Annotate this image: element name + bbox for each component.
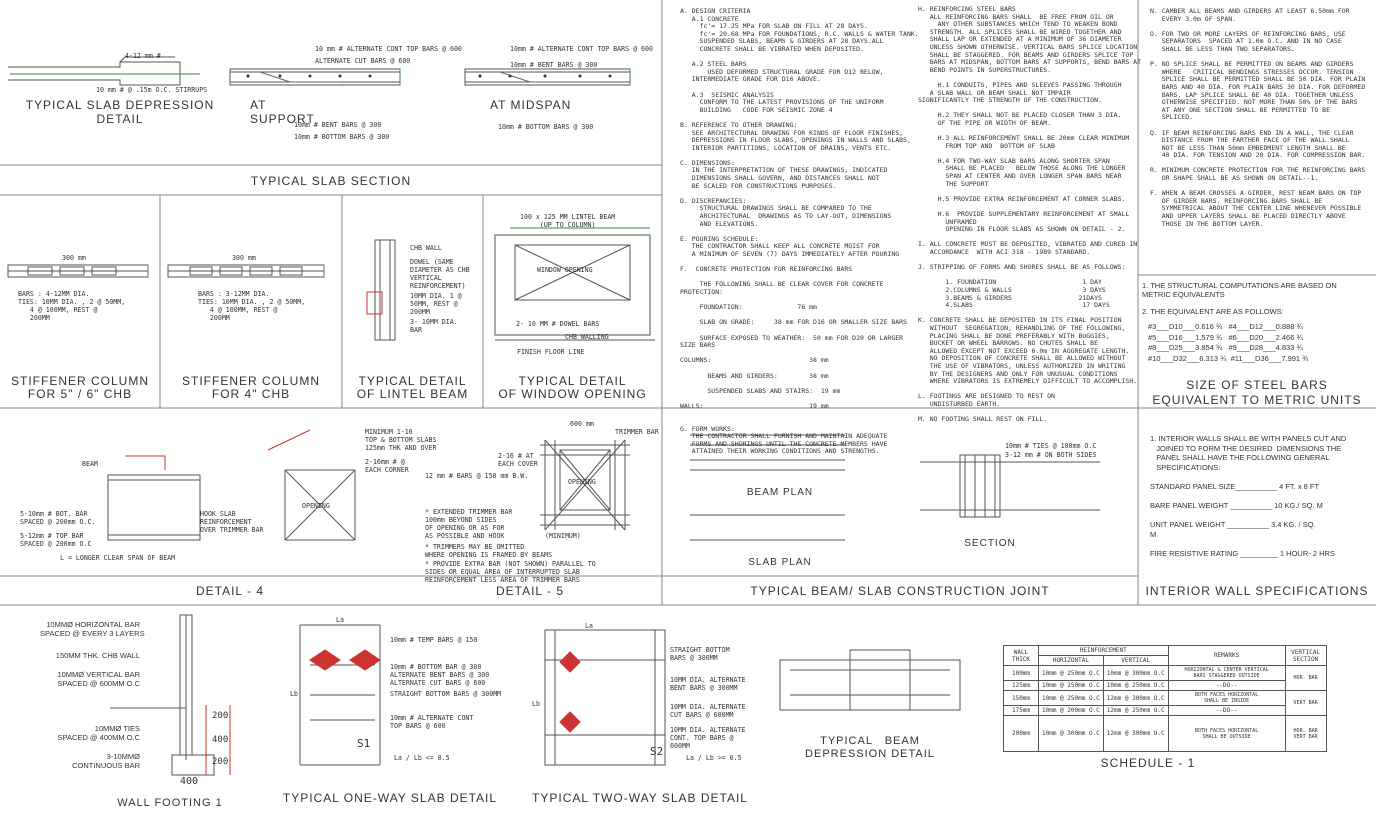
twoway-note-bent: 10MM DIA. ALTERNATE BENT BARS @ 300MM	[670, 676, 746, 692]
d5-note-omit: * TRIMMERS MAY BE OMITTED WHERE OPENING IS FRAMED BY BEAMS	[425, 543, 553, 559]
equiv-line2: 2. THE EQUIVALENT ARE AS FOLLOWS:	[1142, 307, 1284, 316]
sched-cell: 150mm	[1004, 691, 1039, 706]
table-row	[1004, 706, 1327, 716]
sched-cell: 10mm @ 300mm O.C	[1103, 666, 1168, 681]
d5-note-cover: 2-16 # AT EACH COVER	[498, 452, 538, 468]
stiff6-dim: 300 mm	[62, 254, 86, 262]
depression-title: TYPICAL SLAB DEPRESSION DETAIL	[25, 98, 215, 126]
d4-note-min: MINIMUM 1-16 TOP & BOTTOM SLABS 125mm THK AND OVER	[365, 428, 437, 452]
stiff4-dim: 300 mm	[232, 254, 256, 262]
sched-vsec-label	[1285, 716, 1326, 752]
support-note-bottom: 10mm # BOTTOM BARS @ 300	[294, 133, 390, 141]
joint-note-sides: 3-12 mm # ON BOTH SIDES	[1005, 451, 1097, 459]
d5-note-extra: * PROVIDE EXTRA BAR (NOT SHOWN) PARALLEL TO SIDES OR EQUAL AREA OF INTERRUPTED SLAB REINFORCEMENT LESS AREA OF TRIMMER BARS	[425, 560, 596, 584]
table-row	[1004, 691, 1327, 706]
depression-note-top: 4-12 mm #	[125, 52, 161, 60]
d4-title: DETAIL - 4	[195, 584, 264, 598]
sched-cell: 125mm	[1004, 681, 1039, 691]
lintel-note-ties: 10MM DIA. 1 @ 50MM, REST @ 200MM	[410, 292, 462, 316]
footing-dim-2: 400	[212, 735, 229, 745]
footing-note-ties: 10MMØ TIES SPACED @ 400MM O.C	[57, 724, 140, 742]
footing-title: WALL FOOTING 1	[117, 797, 223, 809]
stiff6-title: STIFFENER COLUMN FOR 5" / 6" CHB	[10, 374, 149, 401]
oneway-note-cont: 10mm # ALTERNATE CONT TOP BARS @ 600	[390, 714, 474, 730]
equiv-table: #3___D10___0.616 ¾ #4___D12___0.888 ¾ #5___D16___1.579 ¾ #6___D20___2.466 ¾ #8___D25___3.854 ¾ #9___D28___4.833 ¾ #10___D32___6.313 ¾ #11___D36___7.991 ¾	[1148, 322, 1309, 363]
d5-note-bars: 12 mm # BARS @ 150 mm B.W.	[425, 472, 529, 480]
oneway-s1: S1	[357, 737, 371, 750]
joint-note-ties: 10mm # TIES @ 100mm O.C	[1005, 442, 1097, 450]
oneway-title: TYPICAL ONE-WAY SLAB DETAIL	[282, 791, 498, 805]
lintel-note-chb: CHB WALL	[410, 244, 442, 252]
midspan-title: AT MIDSPAN	[490, 98, 572, 112]
sched-h-ver: VERTICAL	[1103, 656, 1168, 666]
d4-note-corner: 2-16mm # @ EACH CORNER	[365, 458, 409, 474]
window-note-chb: CHB WALLING	[565, 333, 609, 341]
equiv-title: SIZE OF STEEL BARS EQUIVALENT TO METRIC UNITS	[1152, 378, 1362, 407]
schedule-table	[1003, 645, 1327, 752]
sched-cell: 10mm @ 250mm O.C	[1103, 681, 1168, 691]
footing-dim-1: 200	[212, 711, 229, 721]
sched-h-hor: HORIZONTAL	[1039, 656, 1104, 666]
beam-dep-title: TYPICAL BEAM DEPRESSION DETAIL	[805, 735, 935, 760]
stiff6-notes: BARS : 4-12MM DIA. TIES: 10MM DIA. , 2 @ 50MM, 4 @ 100MM, REST @ 200MM	[18, 290, 126, 322]
oneway-note-temp: 10mm # TEMP BARS @ 150	[390, 636, 478, 644]
sched-h-reinf: REINFORCEMENT	[1039, 646, 1169, 656]
sched-vsec-vert: VERT BAR	[1293, 733, 1318, 740]
depression-note-stirrups: 10 mm # @ .15m O.C. STIRRUPS	[96, 86, 208, 94]
sched-h-remarks: REMARKS	[1168, 646, 1285, 666]
d4-note-bot: 5-10mm # BOT. BAR SPACED @ 200mm O.C.	[20, 510, 96, 526]
wall-spec-title: INTERIOR WALL SPECIFICATIONS	[1145, 584, 1369, 598]
d4-note-hook: HOOK SLAB REINFORCEMENT OVER TRIMMER BAR	[200, 510, 264, 534]
joint-title: TYPICAL BEAM/ SLAB CONSTRUCTION JOINT	[750, 584, 1050, 598]
oneway-lb: Lb	[290, 690, 298, 698]
window-note-floor: FINISH FLOOR LINE	[517, 348, 585, 356]
lintel-note-bars: 3- 10MM DIA. BAR	[410, 318, 458, 334]
oneway-la: La	[336, 616, 344, 624]
sched-h-wall: WALL THICK	[1004, 646, 1039, 666]
twoway-ratio: La / Lb >= 0.5	[686, 754, 742, 762]
window-title: TYPICAL DETAIL OF WINDOW OPENING	[498, 374, 647, 401]
twoway-note-cont: 10MM DIA. ALTERNATE CONT. TOP BARS @ 600MM	[670, 726, 746, 750]
table-row	[1004, 716, 1327, 752]
footing-note-hor: 10MMØ HORIZONTAL BAR SPACED @ EVERY 3 LAYERS	[40, 620, 145, 638]
table-row	[1004, 681, 1327, 691]
sched-cell: BOTH FACES HORIZONTAL SHALL BE OUTSIDE	[1168, 716, 1285, 752]
stiff4-title: STIFFENER COLUMN FOR 4" CHB	[181, 374, 320, 401]
sched-cell: BOTH FACES HORIZONTAL SHALL BE INSIDE	[1168, 691, 1285, 706]
d4-note-l: L = LONGER CLEAR SPAN OF BEAM	[60, 554, 176, 562]
sched-cell: 12mm @ 300mm O.C	[1103, 716, 1168, 752]
twoway-title: TYPICAL TWO-WAY SLAB DETAIL	[532, 791, 748, 805]
footing-note-ver: 10MMØ VERTICAL BAR SPACED @ 600MM O.C	[57, 670, 140, 688]
d5-note-dim: 600 mm	[570, 420, 594, 428]
d5-note-trimmer: TRIMMER BAR	[615, 428, 659, 436]
sched-cell: 10mm @ 250mm O.C	[1039, 691, 1104, 706]
midspan-note-bottom: 10mm # BOTTOM BARS @ 300	[498, 123, 594, 131]
midspan-note-bent: 10mm # BENT BARS @ 300	[510, 61, 598, 69]
equiv-line1: 1. THE STRUCTURAL COMPUTATIONS ARE BASED ON METRIC EQUIVALENTS	[1142, 281, 1337, 299]
window-note-lintel: 100 x 125 MM LINTEL BEAM (UP TO COLUMN)	[520, 213, 616, 229]
d5-title: DETAIL - 5	[495, 584, 564, 598]
footing-note-chb: 150MM THK. CHB WALL	[55, 651, 140, 660]
sched-cell: 200mm	[1004, 716, 1039, 752]
d4-note-beam: BEAM	[82, 460, 98, 468]
sched-cell: 12mm @ 250mm O.C	[1103, 706, 1168, 716]
midspan-note-top: 10mm # ALTERNATE CONT TOP BARS @ 600	[510, 45, 653, 53]
sched-cell: 12mm @ 300mm O.C	[1103, 691, 1168, 706]
sched-cell: --DO--	[1168, 706, 1285, 716]
sched-cell: 10mm @ 250mm O.C	[1039, 681, 1104, 691]
window-note-opening: WINDOW OPENING	[537, 266, 593, 274]
sched-vsec-label: HOR. BAR	[1285, 666, 1326, 691]
joint-slab-plan: SLAB PLAN	[748, 557, 812, 568]
sched-h-vsec: VERTICAL SECTION	[1285, 646, 1326, 666]
joint-beam-plan: BEAM PLAN	[746, 487, 814, 498]
sched-cell: 100mm	[1004, 666, 1039, 681]
general-notes-col2: H. REINFORCING STEEL BARS ALL REINFORCING BARS SHALL BE FREE FROM OIL OR ANY OTHER SUBSTANCES WHICH TEND TO WEAKEN BOND STRENGTH. ALL SPLICES SHALL BE WIRED TOGETHER AND SHALL LAP OR EXTENDED AT A MINIMUM OF 36 DIAMETER UNLESS SHOWN OTHERWISE. VERTICAL BARS SPLICE LOCATION SHALL BE STAGGERED. FOR BEAMS AND GIRDERS SPLICE TOP BARS AT MIDSPAN, BOTTOM BARS AT SUPPORTS, BEND BARS AT BEND POINTS IN SUPERSTRUCTURES. H.1 CONDUITS, PIPES AND SLEEVES PASSING THROUGH A SLAB WALL OR BEAM SHALL NOT IMPAIR SIGNIFICANTLY THE STRENGTH OF THE CONSTRUCTION. H.2 THEY SHALL NOT BE PLACED CLOSER THAN 3 DIA. OF THE PIPE OR WIDTH OF BEAM. H.3 ALL REINFORCEMENT SHALL BE 20mm CLEAR MINIMUM FROM TOP AND BOTTOM OF SLAB H.4 FOR TWO-WAY SLAB BARS ALONG SHORTER SPAN SHALL BE PLACED BELOW THOSE ALONG THE LONGER SPAN AT CENTER AND OVER LONGER SPAN BARS NEAR THE SUPPORT H.5 PROVIDE EXTRA REINFORCEMENT AT CORNER SLABS. H.6 PROVIDE SUPPLEMENTARY REINFORCEMENT AT SMALL UNFRAMED OPENING IN FLOOR SLABS AS SHOWN ON DETAIL - 2. I. ALL CONCRETE MUST BE DEPOSITED, VIBRATED AND CURED IN ACCORDANCE WITH ACI 318 - 1989 STANDARD. J. STRIPPING OF FORMS AND SHORES SHALL BE AS FOLLOWS: 1. FOUNDATION 1 DAY 2.COLUMNS & WALLS 3 DAYS 3.BEAMS & GIRDERS 21DAYS 4.SLABS 17 DAYS K. CONCRETE SHALL BE DEPOSITED IN ITS FINAL POSITION WITHOUT SEGREGATION, REHANDLING OF THE FOLLOWING, PLACING SHALL BE DONE PREFERABLY WITH BUGGIES, BUCKET OR WHEEL BARROWS. NO CHUTES SHALL BE ALLOWED EXCEPT NOT EXCEED 6.0m IN AGGREGATE LENGTH. NO DEPOSITION OF CONCRETE SHALL BE ALLOWED WITHOUT THE USE OF VIBRATORS, UNLESS AUTHORIZED IN WRITING BY THE DESIGNERS AND ONLY FOR UNUSUAL CONDITIONS WHERE VIBRATORS IS EXTREMELY DIFFICULT TO ACCOMPLISH. L. FOOTINGS ARE DESIGNED TO REST ON UNDISTURBED EARTH. M. NO FOOTING SHALL REST ON FILL.	[918, 5, 1142, 424]
general-notes-col3: N. CAMBER ALL BEAMS AND GIRDERS AT LEAST 6.50mm FOR EVERY 3.0m OF SPAN. O. FOR TWO OR MORE LAYERS OF REINFORCING BARS, USE SEPARATORS SPACED AT 1.0m O.C. AND IN NO CASE SHALL BE LESS THAN TWO SEPARATORS. P. NO SPLICE SHALL BE PERMITTED ON BEAMS AND GIRDERS WHERE CRITICAL BENDINGS STRESSES OCCUR. TENSION SPLICE SHALL BE PERMITTED SHALL BE 50 DIA. FOR PLAIN BARS AND 40 DIA. FOR PLAIN BARS 30 DIA. FOR DEFORMED BARS. LAP SPLICE SHALL BE 40 DIA. TOGETHER UNLESS OTHERWISE SPECIFIED. NOT MORE THAN 50% OF THE BARS AT ANY ONE SECTION SHALL BE PERMITTED TO BE SPLICED. Q. IF BEAM REINFORCING BARS END IN A WALL, THE CLEAR DISTANCE FROM THE FARTHER FACE OF THE WALL SHALL NOT BE LESS THAN 50mm EMBEDMENT LENGTH SHALL BE 40 DIA. FOR TENSION AND 20 DIA. FOR COMPRESSION BAR. R. MINIMUM CONCRETE PROTECTION FOR THE REINFORCING BARS OR SHAPE SHALL BE AS SHOWN ON DETAIL--1. F. WHEN A BEAM CROSSES A GIRDER, REST BEAM BARS ON TOP OF GIRDER BARS. REINFORCING BARS SHALL BE SYMMETRICAL ABOUT THE CENTER LINE WHENEVER POSSIBLE AND UPPER LAYERS SHALL BE PLACED DIRECTLY ABOVE THOSE IN THE BOTTOM LAYER.	[1150, 7, 1366, 228]
sched-vsec-label: VERT BAR	[1285, 691, 1326, 716]
oneway-ratio: La / Lb <= 0.5	[394, 754, 450, 762]
footing-dim-4: 400	[180, 776, 199, 787]
window-note-dowel: 2- 10 MM # DOWEL BARS	[516, 320, 600, 328]
support-note-cut: ALTERNATE CUT BARS @ 600	[315, 57, 411, 65]
support-title: AT SUPPORT	[250, 98, 315, 126]
footing-dim-3: 200	[212, 757, 229, 767]
twoway-lb: Lb	[532, 700, 540, 708]
footing-note-cont: 3-10MMØ CONTINUOUS BAR	[72, 752, 140, 770]
d5-note-min: (MINIMUM)	[545, 532, 581, 540]
d4-note-top: 5-12mm # TOP BAR SPACED @ 200mm O.C	[20, 532, 92, 548]
lintel-title: TYPICAL DETAIL OF LINTEL BEAM	[356, 374, 469, 401]
sched-cell: 10mm @ 300mm O.C	[1039, 716, 1104, 752]
wall-spec-text: 1. INTERIOR WALLS SHALL BE WITH PANELS CUT AND JOINED TO FORM THE DESIRED DIMENSIONS THE PANEL SHALL HAVE THE FOLLOWING GENERAL SPECIFICATIONS: STANDARD PANEL SIZE__________ 4 FT. x 8 FT BARE PANEL WEIGHT __________ 10 KG./ SQ. M UNIT PANEL WEIGHT __________ 3.4 KG. / SQ. M FIRE RESISTIVE RATING _________ 1 HOUR- 2 HRS	[1150, 434, 1347, 559]
slab-section-title: TYPICAL SLAB SECTION	[250, 174, 412, 188]
sched-cell: 10mm @ 250mm O.C	[1039, 666, 1104, 681]
table-row	[1004, 666, 1327, 681]
stiff4-notes: BARS : 3-12MM DIA. TIES: 10MM DIA. , 2 @ 50MM, 4 @ 100MM, REST @ 200MM	[198, 290, 306, 322]
oneway-note-bottom: 10mm # BOTTOM BAR @ 300 ALTERNATE BENT BARS @ 300 ALTERNATE CUT BARS @ 600	[390, 663, 490, 687]
sched-cell: 10mm @ 200mm O.C	[1039, 706, 1104, 716]
twoway-note-straight: STRAIGHT BOTTOM BARS @ 300MM	[670, 646, 730, 662]
general-notes-col1: A. DESIGN CRITERIA A.1 CONCRETE fc'= 17.25 MPa FOR SLAB ON FILL AT 28 DAYS. fc'= 20.68 MPa FOR FOUNDATIONS, R.C. WALLS & WATER TANK. SUSPENDED SLABS, BEAMS & GIRDERS AT 28 DAYS.ALL CONCRETE SHALL BE VIBRATED WHEN DEPOSITED. A.2 STEEL BARS USED DEFORMED STRUCTURAL GRADE FOR D12 BELOW, INTERMEDIATE GRADE FOR D16 ABOVE. A.3 SEISMIC ANALYSIS CONFORM TO THE LATEST PROVISIONS OF THE UNIFORM BUILDING CODE FOR SEISMIC ZONE 4 B. REFERENCE TO OTHER DRAWING: SEE ARCHITECTURAL DRAWING FOR KINDS OF FLOOR FINISHES, DEPRESSIONS IN FLOOR SLABS, OPENINGS IN WALLS AND SLABS, INTERIOR PARTITIONS, LOCATION OF DRAINS, VENTS ETC. C. DIMENSIONS: IN THE INTERPRETATION OF THESE DRAWINGS, INDICATED DIMENSIONS SHALL GOVERN, AND DISTANCES SHALL NOT BE SCALED FOR CONSTRUCTIONS PURPOSES. D. DISCREPANCIES: STRUCTURAL DRAWINGS SHALL BE COMPARED TO THE ARCHITECTURAL DRAWINGS AS TO LAY-OUT, DIMENSIONS AND ELEVATIONS. E. POURING SCHEDULE: THE CONTRACTOR SHALL KEEP ALL CONCRETE MOIST FOR A MINIMUM OF SEVEN (7) DAYS IMMEDIATELY AFTER POURING F. CONCRETE PROTECTION FOR REINFORCING BARS THE FOLLOWING SHALL BE CLEAR COVER FOR CONCRETE PROTECTION: FOUNDATION: 76 mm SLAB ON GRADE: 38 mm FOR D16 OR SMALLER SIZE BARS SURFACE EXPOSED TO WEATHER: 50 mm FOR D20 OR LARGER SIZE BARS COLUMNS: 38 mm BEAMS AND GIRDERS: 38 mm SUSPENDED SLABS AND STAIRS: 19 mm WALLS: 19 mm G. FORM WORKS: THE CONTRACTOR SHALL FURNISH AND MAINTAIN ADEQUATE FORMS AND SHORINGS UNTIL THE CONCRETE MEMBERS HAVE ATTAINED THEIR WORKING CONDITIONS AND STRENGTHS.	[680, 7, 919, 456]
lintel-note-dowel: DOWEL (SAME DIAMETER AS CHB VERTICAL REINFORCEMENT)	[410, 258, 470, 290]
oneway-note-straight: STRAIGHT BOTTOM BARS @ 300MM	[390, 690, 502, 698]
support-note-bent: 10mm # BENT BARS @ 300	[294, 121, 382, 129]
sched-vsec-hor: HOR. BAR	[1293, 727, 1318, 734]
twoway-la: La	[585, 622, 593, 630]
schedule-title: SCHEDULE - 1	[1100, 756, 1196, 770]
d4-note-opening: OPENING	[302, 502, 330, 510]
twoway-note-cut: 10MM DIA. ALTERNATE CUT BARS @ 600MM	[670, 703, 746, 719]
sched-cell: HORIZONTAL & CENTER VERTICAL BARS STAGGERED OUTSIDE	[1168, 666, 1285, 681]
sched-cell: --DO--	[1168, 681, 1285, 691]
d5-note-opening: OPENING	[568, 478, 596, 486]
joint-section: SECTION	[964, 538, 1016, 549]
sched-cell: 175mm	[1004, 706, 1039, 716]
twoway-s2: S2	[650, 745, 664, 758]
d5-note-ext: * EXTENDED TRIMMER BAR 100mm BEYOND SIDES OF OPENING OR AS FOR AS POSSIBLE AND HOOK	[425, 508, 513, 540]
support-note-top: 10 mm # ALTERNATE CONT TOP BARS @ 600	[315, 45, 462, 53]
